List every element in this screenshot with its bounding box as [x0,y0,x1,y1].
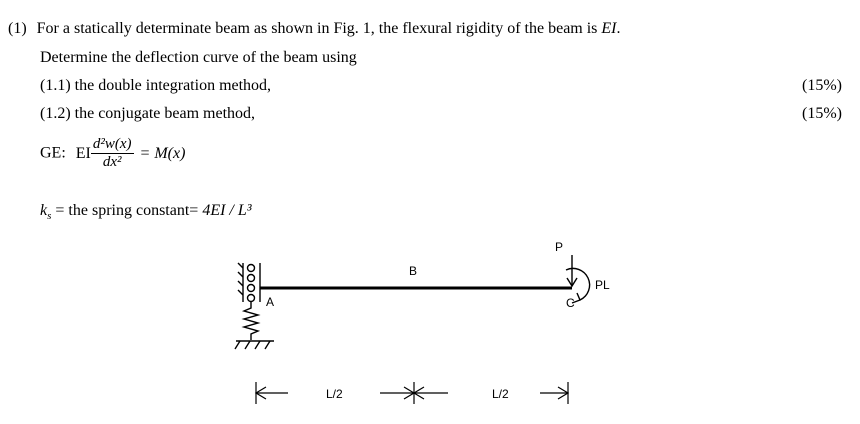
dim-right-label: L/2 [492,387,509,401]
spring-subscript: s [47,210,52,223]
roller-support [238,263,260,302]
label-b: B [409,264,418,278]
flexural-rigidity-symbol: EI [601,20,617,37]
task-item-2-points: (15%) [802,105,842,122]
label-c: C [566,296,575,310]
ge-ei: EI [75,144,91,162]
ground-support [235,341,274,349]
label-p: P [555,240,564,254]
spring-text: = the spring constant= [51,202,203,219]
spring-value: 4EI / L³ [202,202,252,219]
ge-rhs: = M(x) [139,144,186,162]
dim-left-label: L/2 [326,387,343,401]
spring-symbol: k [40,202,48,219]
problem-statement-end: . [616,20,621,37]
task-item-1-points: (15%) [802,77,842,94]
problem-statement: For a statically determinate beam as shown in Fig. 1, the flexural rigidity of the beam is [36,20,602,37]
task-item-2: (1.2) the conjugate beam method, [40,105,256,122]
point-load-arrow [567,255,577,286]
dimension-line [256,382,568,404]
spring [244,302,258,340]
problem-number: (1) [8,20,27,37]
problem-line-2: Determine the deflection curve of the beam using [40,49,357,66]
ge-denominator: dx² [102,154,122,170]
label-pl: PL [595,278,610,292]
ge-label: GE: [40,144,66,162]
label-a: A [266,295,275,309]
task-item-1: (1.1) the double integration method, [40,77,272,94]
ge-numerator: d²w(x) [92,136,132,152]
